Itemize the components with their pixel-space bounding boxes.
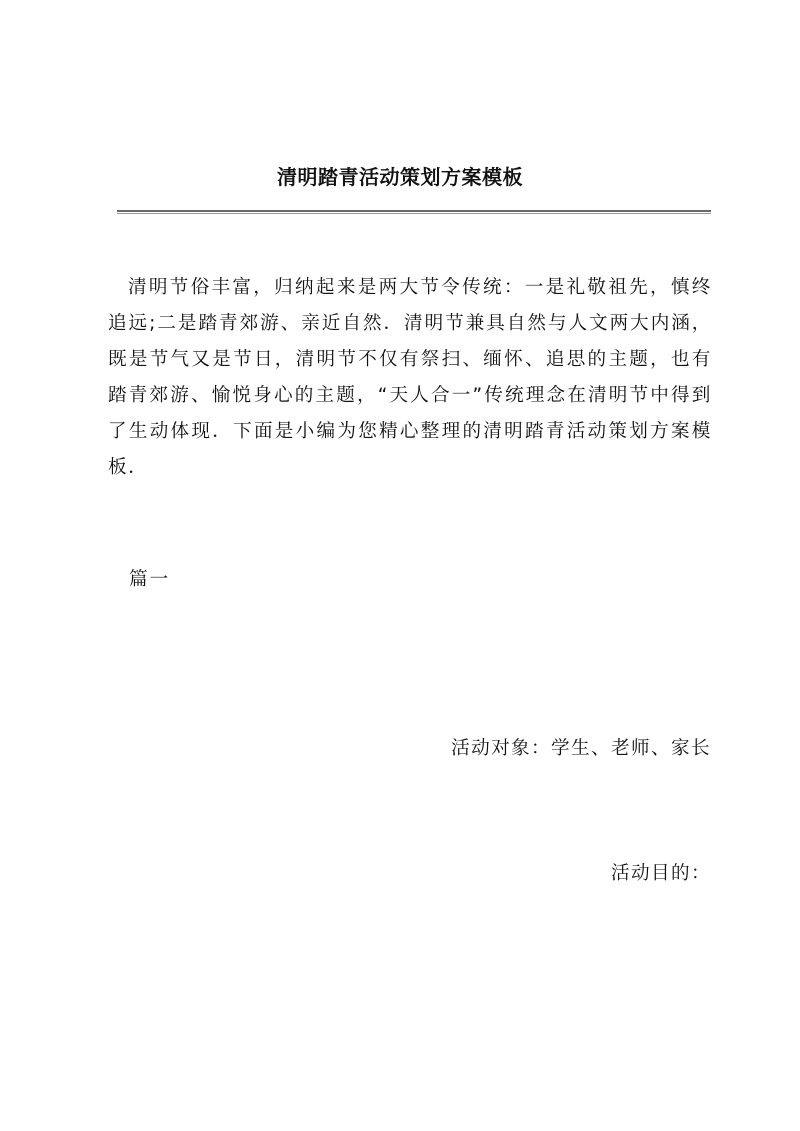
section-label: 篇一 <box>129 569 171 590</box>
document-title: 清明踏青活动策划方案模板 <box>277 165 523 189</box>
title-divider <box>117 210 711 214</box>
activity-audience: 活动对象：学生、老师、家长 <box>451 738 711 759</box>
activity-purpose: 活动目的： <box>611 863 711 884</box>
intro-paragraph: 清明节俗丰富，归纳起来是两大节令传统：一是礼敬祖先，慎终追远;二是踏青郊游、亲近自然．清明节兼具自然与人文两大内涵，既是节气又是节日，清明节不仅有祭扫、缅怀、追思的主题，也有踏青郊游、愉悦身心的主题，“天人合一”传统理念在清明节中得到了生动体现．下面是小编为您精心整理的清明踏青活动策划方案模板． <box>108 277 712 478</box>
